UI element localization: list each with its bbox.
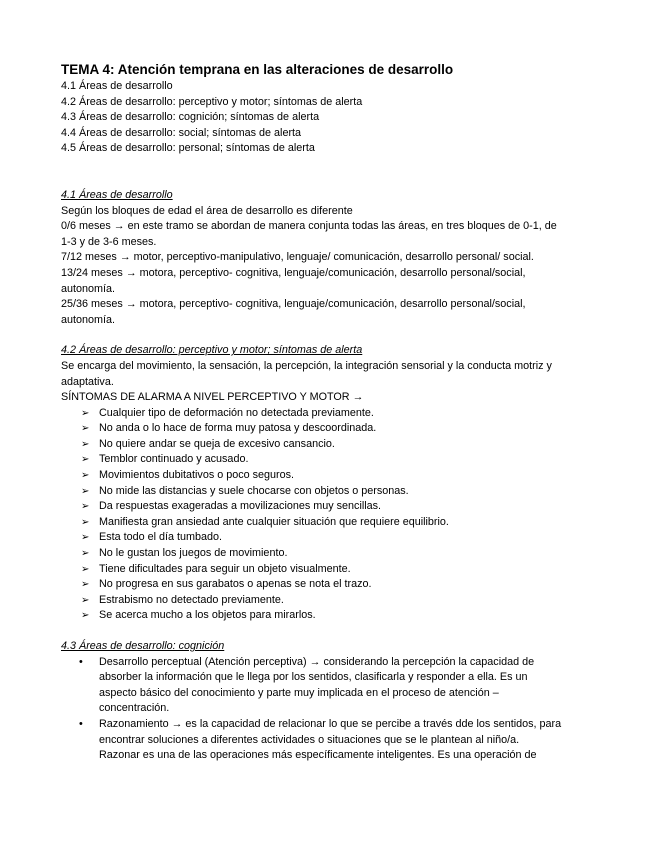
paragraph-line: 0/6 meses → en este tramo se abordan de manera conjunta todas las áreas, en tres bloques de 0-1, de (61, 220, 557, 233)
section-4-1 (61, 188, 601, 328)
section-heading: 4.1 Áreas de desarrollo (61, 188, 173, 201)
list-item: ➢ Manifiesta gran ansiedad ante cualquier situación que requiere equilibrio. (61, 515, 601, 531)
section-4-2 (61, 343, 601, 624)
paragraph-line: SÍNTOMAS DE ALARMA A NIVEL PERCEPTIVO Y MOTOR → (61, 391, 364, 404)
toc-item: 4.1 Áreas de desarrollo (61, 80, 173, 92)
arrowhead-icon: ➢ (81, 485, 90, 497)
list-item: ➢ No mide las distancias y suele chocarse con objetos o personas. (61, 484, 601, 500)
paragraph-line: 25/36 meses → motora, perceptivo- cognitiva, lenguaje/comunicación, desarrollo personal/social, (61, 298, 526, 311)
paragraph-line: Se encarga del movimiento, la sensación, la percepción, la integración sensorial y la conducta motriz y (61, 359, 552, 372)
arrowhead-icon: ➢ (81, 563, 90, 575)
list-item: ➢ No anda o lo hace de forma muy patosa y descoordinada. (61, 421, 601, 437)
cognition-list (61, 655, 601, 764)
toc-item: 4.2 Áreas de desarrollo: perceptivo y motor; síntomas de alerta (61, 95, 363, 108)
toc-item: 4.3 Áreas de desarrollo: cognición; síntomas de alerta (61, 111, 320, 124)
arrowhead-icon: ➢ (81, 532, 90, 544)
list-item: ➢ Cualquier tipo de deformación no detectada previamente. (61, 406, 601, 422)
section-heading: 4.2 Áreas de desarrollo: perceptivo y motor; síntomas de alerta (61, 344, 363, 357)
arrowhead-icon: ➢ (81, 438, 90, 450)
arrowhead-icon: ➢ (81, 470, 90, 482)
alarm-symptom-list (61, 406, 601, 624)
list-item: ➢ Se acerca mucho a los objetos para mirarlos. (61, 608, 601, 624)
dot-icon: • (79, 655, 83, 668)
document-title: TEMA 4: Atención temprana en las alteraciones de desarrollo (61, 62, 454, 77)
document-page (61, 61, 601, 764)
list-item: • Razonamiento → es la capacidad de relacionar lo que se percibe a través dde los sentidos, para encontrar soluciones a diferentes actividades o situaciones que se le plantean al niño/a. Razonar es una de las operaciones más específicamente inteligentes. Es una operación de (79, 717, 562, 762)
list-item: ➢ Esta todo el día tumbado. (61, 530, 601, 546)
arrowhead-icon: ➢ (81, 548, 90, 560)
arrowhead-icon: ➢ (81, 454, 90, 466)
section-heading: 4.3 Áreas de desarrollo: cognición (61, 640, 225, 652)
arrowhead-icon: ➢ (81, 516, 90, 528)
list-item: ➢ Temblor continuado y acusado. (61, 452, 601, 468)
table-of-contents (61, 79, 601, 157)
list-item: ➢ Tiene dificultades para seguir un objeto visualmente. (61, 562, 601, 578)
list-item: ➢ No le gustan los juegos de movimiento. (61, 546, 601, 562)
arrowhead-icon: ➢ (81, 423, 90, 435)
arrowhead-icon: ➢ (81, 501, 90, 513)
paragraph-line: 13/24 meses → motora, perceptivo- cognitiva, lenguaje/comunicación, desarrollo personal/social, (61, 266, 526, 279)
list-item: ➢ Da respuestas exageradas a movilizaciones muy sencillas. (61, 499, 601, 515)
list-item: ➢ Movimientos dubitativos o poco seguros. (61, 468, 601, 484)
paragraph-line: autonomía. (61, 282, 116, 295)
paragraph-line: adaptativa. (61, 375, 114, 388)
arrowhead-icon: ➢ (81, 407, 90, 419)
arrowhead-icon: ➢ (81, 610, 90, 622)
list-item: ➢ No quiere andar se queja de excesivo cansancio. (61, 437, 601, 453)
toc-item: 4.5 Áreas de desarrollo: personal; síntomas de alerta (61, 142, 315, 155)
toc-item: 4.4 Áreas de desarrollo: social; síntomas de alerta (61, 126, 302, 139)
paragraph-line: 1-3 y de 3-6 meses. (61, 235, 157, 248)
paragraph-line: autonomía. (61, 313, 116, 326)
section-4-3 (61, 639, 601, 764)
arrowhead-icon: ➢ (81, 579, 90, 591)
list-item: ➢ Estrabismo no detectado previamente. (61, 593, 601, 609)
dot-icon: • (79, 717, 83, 730)
arrowhead-icon: ➢ (81, 594, 90, 606)
paragraph-line: Según los bloques de edad el área de desarrollo es diferente (61, 204, 353, 217)
list-item: ➢ No progresa en sus garabatos o apenas se nota el trazo. (61, 577, 601, 593)
paragraph-line: 7/12 meses → motor, perceptivo-manipulativo, lenguaje/ comunicación, desarrollo personal/ social. (61, 251, 534, 264)
list-item: • Desarrollo perceptual (Atención perceptiva) → considerando la percepción la capacidad de absorber la información que le llega por los sentidos, clasificarla y responder a ella. Es un aspecto básico del conocimiento y parte muy implicada en el proceso de atención – concentración. (79, 655, 535, 715)
